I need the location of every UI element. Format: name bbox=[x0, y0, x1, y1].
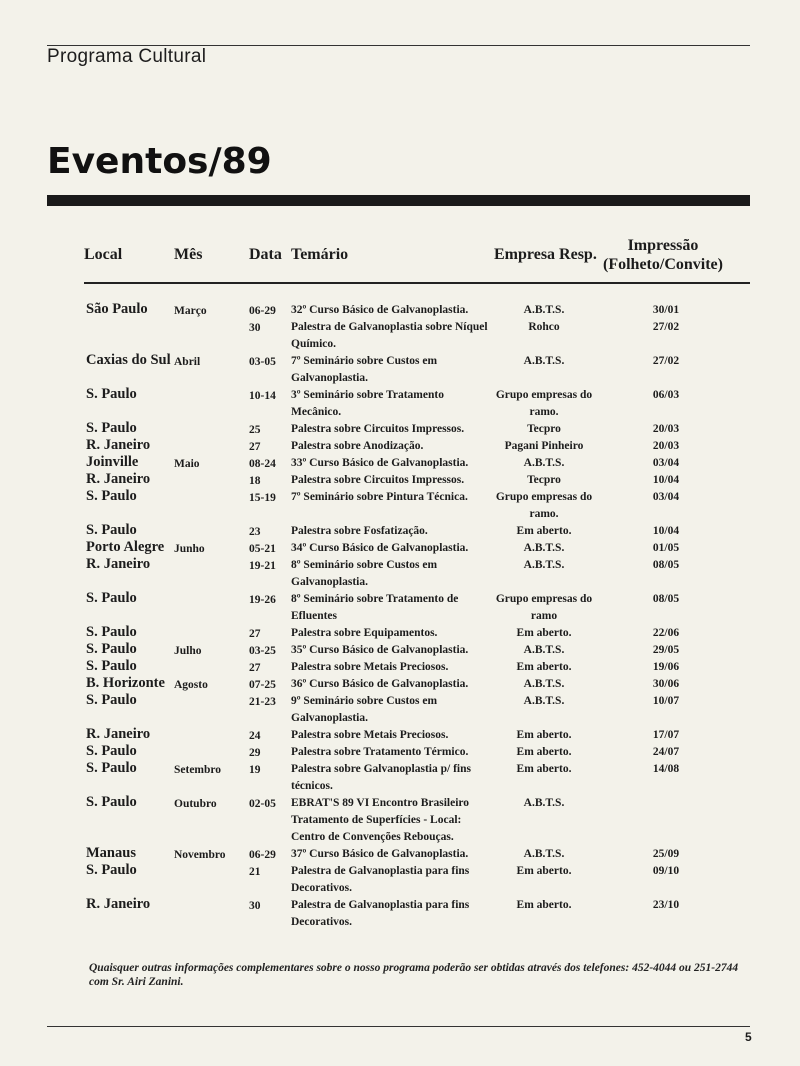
cell-local: Porto Alegre bbox=[86, 539, 165, 555]
column-header-mes: Mês bbox=[174, 246, 203, 263]
column-header-empresa: Empresa Resp. bbox=[494, 246, 597, 263]
cell-temario: 37º Curso Básico de Galvanoplastia. bbox=[291, 848, 469, 860]
cell-data: 27 bbox=[249, 628, 261, 640]
cell-local: B. Horizonte bbox=[86, 675, 165, 691]
cell-impressao: 30/06 bbox=[652, 678, 680, 690]
cell-mes: Março bbox=[174, 305, 207, 317]
cell-local: S. Paulo bbox=[86, 692, 137, 708]
cell-local: Manaus bbox=[86, 845, 136, 861]
cell-data: 30 bbox=[249, 900, 261, 912]
cell-data: 21-23 bbox=[249, 696, 276, 708]
cell-data: 06-29 bbox=[249, 305, 276, 317]
cell-data: 27 bbox=[249, 441, 261, 453]
table-row bbox=[0, 658, 800, 675]
cell-local: São Paulo bbox=[86, 301, 148, 317]
cell-mes: Agosto bbox=[174, 679, 208, 691]
cell-local: S. Paulo bbox=[86, 624, 137, 640]
header-rule bbox=[84, 282, 750, 284]
cell-temario: Palestra de Galvanoplastia para fins Decorativos. bbox=[291, 899, 470, 928]
page-number: 5 bbox=[745, 1030, 752, 1044]
cell-empresa: Em aberto. bbox=[516, 746, 572, 758]
cell-empresa: Em aberto. bbox=[516, 661, 572, 673]
cell-impressao: 01/05 bbox=[652, 542, 680, 554]
cell-local: R. Janeiro bbox=[86, 471, 151, 487]
cell-data: 25 bbox=[249, 424, 261, 436]
cell-impressao: 09/10 bbox=[652, 865, 680, 877]
events-table-body bbox=[0, 301, 800, 930]
cell-local: S. Paulo bbox=[86, 420, 137, 436]
table-row bbox=[0, 726, 800, 743]
page-title: Eventos/89 bbox=[47, 141, 272, 182]
table-row bbox=[0, 845, 800, 862]
cell-empresa: Grupo empresas do ramo bbox=[495, 593, 593, 622]
cell-impressao: 06/03 bbox=[652, 389, 680, 401]
cell-impressao: 19/06 bbox=[652, 661, 680, 673]
table-row bbox=[0, 862, 800, 896]
section-label: Programa Cultural bbox=[47, 46, 207, 67]
cell-data: 19 bbox=[249, 764, 261, 776]
cell-temario: EBRAT'S 89 VI Encontro Brasileiro Tratamento de Superfícies - Local: Centro de Convenções Rebouças. bbox=[291, 797, 470, 843]
table-row bbox=[0, 386, 800, 420]
cell-mes: Novembro bbox=[174, 849, 226, 861]
cell-empresa: A.B.T.S. bbox=[523, 695, 565, 707]
cell-temario: Palestra sobre Equipamentos. bbox=[291, 627, 438, 639]
cell-temario: 7º Seminário sobre Pintura Técnica. bbox=[291, 491, 468, 503]
cell-impressao: 24/07 bbox=[652, 746, 680, 758]
cell-empresa: Em aberto. bbox=[516, 525, 572, 537]
table-row bbox=[0, 760, 800, 794]
cell-impressao: 17/07 bbox=[652, 729, 680, 741]
cell-temario: 3º Seminário sobre Tratamento Mecânico. bbox=[291, 389, 444, 418]
cell-impressao: 08/05 bbox=[652, 593, 680, 605]
cell-temario: 7º Seminário sobre Custos em Galvanoplastia. bbox=[291, 355, 438, 384]
cell-local: S. Paulo bbox=[86, 590, 137, 606]
cell-temario: 33º Curso Básico de Galvanoplastia. bbox=[291, 457, 469, 469]
column-header-impressao-line2: (Folheto/Convite) bbox=[603, 256, 723, 273]
cell-data: 19-21 bbox=[249, 560, 276, 572]
cell-empresa: Em aberto. bbox=[516, 865, 572, 877]
column-header-impressao-line1: Impressão bbox=[627, 237, 699, 254]
cell-temario: Palestra de Galvanoplastia para fins Decorativos. bbox=[291, 865, 470, 894]
cell-temario: 8º Seminário sobre Custos em Galvanoplastia. bbox=[291, 559, 438, 588]
cell-local: S. Paulo bbox=[86, 488, 137, 504]
cell-impressao: 27/02 bbox=[652, 355, 680, 367]
cell-impressao: 10/04 bbox=[652, 525, 680, 537]
cell-impressao: 14/08 bbox=[652, 763, 680, 775]
cell-data: 02-05 bbox=[249, 798, 276, 810]
cell-data: 07-25 bbox=[249, 679, 276, 691]
cell-empresa: A.B.T.S. bbox=[523, 848, 565, 860]
cell-local: Joinville bbox=[86, 454, 139, 470]
cell-data: 30 bbox=[249, 322, 261, 334]
column-header-temario: Temário bbox=[291, 246, 349, 263]
cell-impressao: 20/03 bbox=[652, 423, 680, 435]
cell-empresa: Em aberto. bbox=[516, 729, 572, 741]
table-row bbox=[0, 352, 800, 386]
table-row bbox=[0, 624, 800, 641]
cell-temario: Palestra sobre Tratamento Térmico. bbox=[291, 746, 469, 758]
cell-local: R. Janeiro bbox=[86, 896, 151, 912]
column-header-data: Data bbox=[249, 246, 282, 263]
cell-empresa: Grupo empresas do ramo. bbox=[495, 491, 593, 520]
table-row bbox=[0, 420, 800, 437]
cell-empresa: A.B.T.S. bbox=[523, 678, 565, 690]
cell-temario: Palestra sobre Circuitos Impressos. bbox=[291, 423, 465, 435]
cell-empresa: Pagani Pinheiro bbox=[504, 440, 584, 452]
cell-empresa: A.B.T.S. bbox=[523, 542, 565, 554]
cell-data: 27 bbox=[249, 662, 261, 674]
cell-empresa: Grupo empresas do ramo. bbox=[495, 389, 593, 418]
bottom-rule bbox=[47, 1026, 750, 1027]
cell-data: 15-19 bbox=[249, 492, 276, 504]
cell-local: S. Paulo bbox=[86, 760, 137, 776]
cell-impressao: 03/04 bbox=[652, 457, 680, 469]
cell-mes: Junho bbox=[174, 543, 205, 555]
cell-local: S. Paulo bbox=[86, 386, 137, 402]
cell-impressao: 27/02 bbox=[652, 321, 680, 333]
cell-impressao: 10/07 bbox=[652, 695, 680, 707]
cell-temario: Palestra sobre Anodização. bbox=[291, 440, 424, 452]
cell-temario: Palestra sobre Metais Preciosos. bbox=[291, 729, 449, 741]
cell-empresa: Rohco bbox=[528, 321, 560, 333]
cell-impressao: 08/05 bbox=[652, 559, 680, 571]
table-row bbox=[0, 896, 800, 930]
cell-local: R. Janeiro bbox=[86, 726, 151, 742]
cell-temario: 8º Seminário sobre Tratamento de Efluentes bbox=[291, 593, 459, 622]
table-row bbox=[0, 488, 800, 522]
cell-empresa: Tecpro bbox=[527, 474, 561, 486]
table-row bbox=[0, 794, 800, 845]
cell-empresa: Tecpro bbox=[527, 423, 561, 435]
table-row bbox=[0, 539, 800, 556]
cell-temario: 35º Curso Básico de Galvanoplastia. bbox=[291, 644, 469, 656]
cell-impressao: 30/01 bbox=[652, 304, 680, 316]
cell-temario: Palestra sobre Metais Preciosos. bbox=[291, 661, 449, 673]
cell-impressao: 20/03 bbox=[652, 440, 680, 452]
cell-temario: Palestra sobre Circuitos Impressos. bbox=[291, 474, 465, 486]
cell-temario: 34º Curso Básico de Galvanoplastia. bbox=[291, 542, 469, 554]
cell-data: 03-25 bbox=[249, 645, 276, 657]
cell-local: S. Paulo bbox=[86, 743, 137, 759]
cell-local: R. Janeiro bbox=[86, 437, 151, 453]
cell-empresa: A.B.T.S. bbox=[523, 457, 565, 469]
cell-local: S. Paulo bbox=[86, 658, 137, 674]
cell-data: 08-24 bbox=[249, 458, 276, 470]
table-row bbox=[0, 318, 800, 352]
cell-empresa: Em aberto. bbox=[516, 763, 572, 775]
cell-data: 18 bbox=[249, 475, 261, 487]
table-row bbox=[0, 641, 800, 658]
cell-impressao: 29/05 bbox=[652, 644, 680, 656]
cell-data: 06-29 bbox=[249, 849, 276, 861]
cell-temario: 32º Curso Básico de Galvanoplastia. bbox=[291, 304, 469, 316]
cell-mes: Julho bbox=[174, 645, 202, 657]
table-row bbox=[0, 454, 800, 471]
cell-mes: Setembro bbox=[174, 764, 222, 776]
table-row bbox=[0, 471, 800, 488]
column-header-impressao bbox=[600, 236, 726, 274]
cell-empresa: A.B.T.S. bbox=[523, 355, 565, 367]
cell-impressao: 23/10 bbox=[652, 899, 680, 911]
cell-mes: Abril bbox=[174, 356, 201, 368]
cell-local: Caxias do Sul bbox=[86, 352, 171, 368]
cell-empresa: A.B.T.S. bbox=[523, 797, 565, 809]
cell-impressao: 22/06 bbox=[652, 627, 680, 639]
cell-data: 05-21 bbox=[249, 543, 276, 555]
cell-temario: Palestra de Galvanoplastia sobre Níquel Químico. bbox=[291, 321, 488, 350]
table-row bbox=[0, 437, 800, 454]
table-row bbox=[0, 556, 800, 590]
title-bar-divider bbox=[47, 195, 750, 206]
cell-temario: 36º Curso Básico de Galvanoplastia. bbox=[291, 678, 469, 690]
table-row bbox=[0, 692, 800, 726]
table-row bbox=[0, 590, 800, 624]
cell-data: 19-26 bbox=[249, 594, 276, 606]
column-header-local: Local bbox=[84, 246, 123, 263]
cell-local: S. Paulo bbox=[86, 862, 137, 878]
cell-data: 29 bbox=[249, 747, 261, 759]
cell-local: R. Janeiro bbox=[86, 556, 151, 572]
table-header bbox=[0, 236, 800, 276]
cell-empresa: A.B.T.S. bbox=[523, 644, 565, 656]
cell-empresa: A.B.T.S. bbox=[523, 559, 565, 571]
cell-temario: 9º Seminário sobre Custos em Galvanoplastia. bbox=[291, 695, 438, 724]
cell-empresa: Em aberto. bbox=[516, 627, 572, 639]
table-row bbox=[0, 743, 800, 760]
cell-local: S. Paulo bbox=[86, 641, 137, 657]
table-row bbox=[0, 301, 800, 318]
cell-local: S. Paulo bbox=[86, 522, 137, 538]
cell-mes: Maio bbox=[174, 458, 200, 470]
cell-impressao: 03/04 bbox=[652, 491, 680, 503]
cell-empresa: A.B.T.S. bbox=[523, 304, 565, 316]
table-row bbox=[0, 675, 800, 692]
cell-data: 03-05 bbox=[249, 356, 276, 368]
footnote: Quaisquer outras informações complementares sobre o nosso programa poderão ser obtidas através dos telefones: 452-4044 ou 251-2744 com Sr. Airi Zanini. bbox=[89, 962, 739, 988]
cell-temario: Palestra sobre Galvanoplastia p/ fins técnicos. bbox=[291, 763, 471, 792]
cell-temario: Palestra sobre Fosfatização. bbox=[291, 525, 428, 537]
cell-data: 21 bbox=[249, 866, 261, 878]
cell-local: S. Paulo bbox=[86, 794, 137, 810]
cell-data: 23 bbox=[249, 526, 261, 538]
cell-empresa: Em aberto. bbox=[516, 899, 572, 911]
cell-impressao: 25/09 bbox=[652, 848, 680, 860]
cell-data: 10-14 bbox=[249, 390, 276, 402]
table-row bbox=[0, 522, 800, 539]
cell-mes: Outubro bbox=[174, 798, 217, 810]
cell-data: 24 bbox=[249, 730, 261, 742]
cell-impressao: 10/04 bbox=[652, 474, 680, 486]
